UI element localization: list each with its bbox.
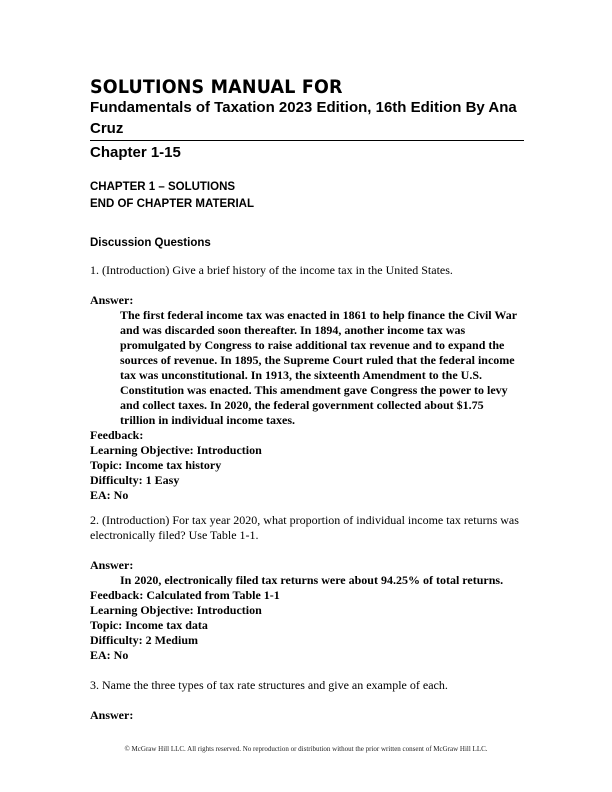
question-2-learning-objective: Learning Objective: Introduction: [90, 603, 262, 617]
question-2-ea: EA: No: [90, 648, 129, 662]
question-1-difficulty: Difficulty: 1 Easy: [90, 473, 180, 487]
question-1-answer-label: Answer:: [90, 293, 134, 307]
answer-line: tax was unconstitutional. In 1913, the sixteenth Amendment to the U.S.: [120, 368, 483, 382]
answer-line: trillion in individual income taxes.: [120, 413, 296, 427]
question-3: [90, 678, 530, 723]
discussion-heading: Discussion Questions: [90, 237, 211, 249]
book-title: Fundamentals of Taxation 2023 Edition, 16th Edition By Ana Cruz: [90, 99, 517, 137]
question-1-feedback: Feedback:: [90, 428, 144, 442]
question-1-learning-objective: Learning Objective: Introduction: [90, 443, 262, 457]
question-2-topic: Topic: Income tax data: [90, 618, 208, 632]
chapter-heading: CHAPTER 1 – SOLUTIONS: [90, 181, 236, 193]
question-1-prompt: 1. (Introduction) Give a brief history of the income tax in the United States.: [90, 263, 453, 277]
title-divider: [90, 140, 524, 141]
question-2-prompt-line: electronically filed? Use Table 1-1.: [90, 528, 259, 542]
answer-line: and was discarded soon thereafter. In 1894, another income tax was: [120, 323, 466, 337]
answer-line: and collect taxes. In 2020, the federal government collected about $1.75: [120, 398, 484, 412]
answer-line: promulgated by Congress to raise additional tax revenue and to expand the: [120, 338, 505, 352]
question-1-topic: Topic: Income tax history: [90, 458, 222, 472]
question-2-feedback: Feedback: Calculated from Table 1-1: [90, 588, 280, 602]
question-2-prompt-line: 2. (Introduction) For tax year 2020, what proportion of individual income tax returns was: [90, 513, 519, 527]
answer-line: Constitution was enacted. This amendment gave Congress the power to levy: [120, 383, 508, 397]
question-1-answer: [90, 308, 530, 428]
question-2-answer-label: Answer:: [90, 558, 134, 572]
question-2: [90, 513, 530, 663]
question-3-prompt: 3. Name the three types of tax rate structures and give an example of each.: [90, 678, 448, 692]
question-2-answer: In 2020, electronically filed tax returns were about 94.25% of total returns.: [120, 573, 504, 587]
material-heading: END OF CHAPTER MATERIAL: [90, 198, 254, 210]
chapter-range: Chapter 1-15: [90, 144, 181, 161]
solutions-manual-banner: SOLUTIONS MANUAL FOR: [90, 76, 343, 98]
question-1: [90, 263, 530, 503]
question-1-ea: EA: No: [90, 488, 129, 502]
question-2-difficulty: Difficulty: 2 Medium: [90, 633, 198, 647]
question-3-answer-label: Answer:: [90, 708, 134, 722]
answer-line: The first federal income tax was enacted in 1861 to help finance the Civil War: [120, 308, 518, 322]
copyright-footer: © McGraw Hill LLC. All rights reserved. No reproduction or distribution without the prior written consent of McGraw Hill LLC.: [124, 745, 488, 753]
answer-line: sources of revenue. In 1895, the Supreme Court ruled that the federal income: [120, 353, 515, 367]
